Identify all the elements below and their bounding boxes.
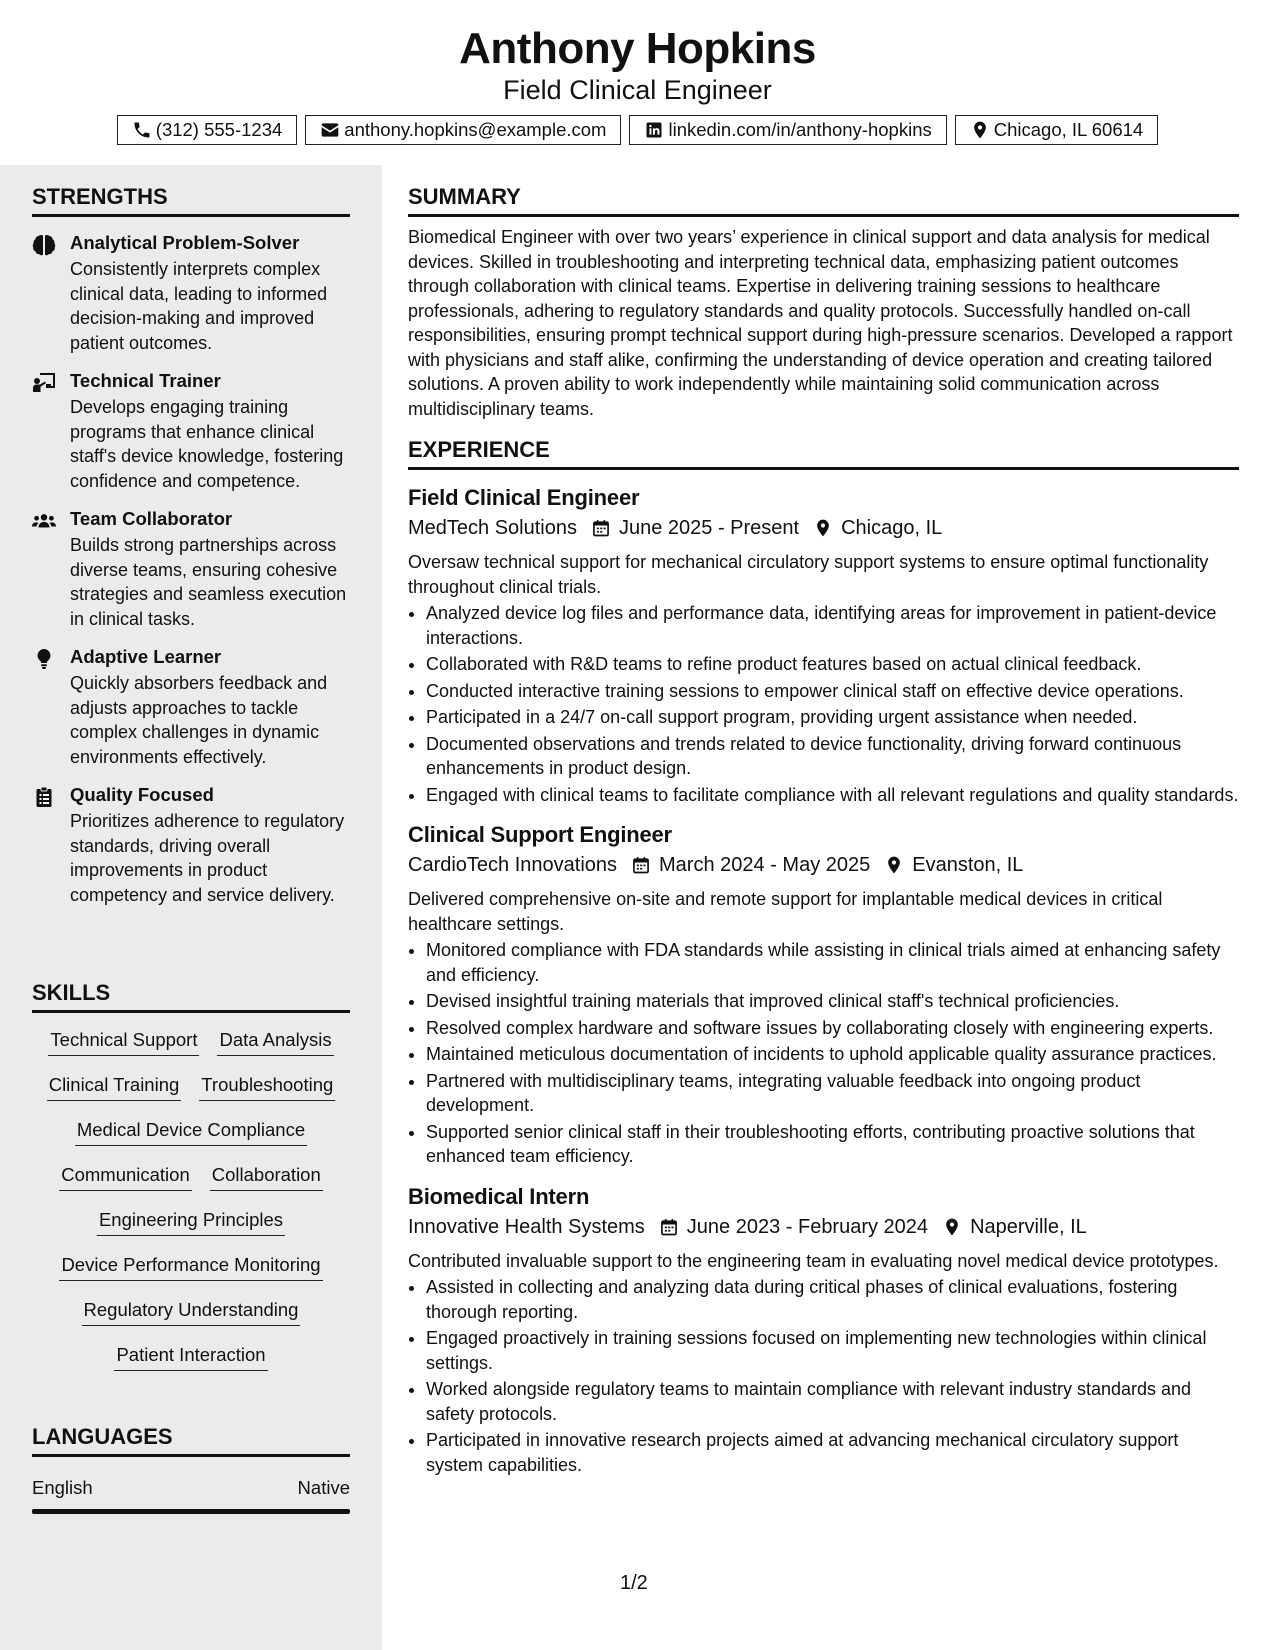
skills-list	[32, 1027, 350, 1387]
map-pin-icon	[928, 1217, 970, 1237]
strength-title: Analytical Problem-Solver	[70, 232, 300, 253]
skills-heading: SKILLS	[32, 978, 350, 1013]
contact-phone-text: (312) 555-1234	[155, 119, 283, 140]
skill-tag: Troubleshooting	[199, 1072, 335, 1101]
strength-desc: Quickly absorbers feedback and adjusts approaches to tackle complex challenges in dynamic environments effectively.	[70, 673, 328, 767]
job-meta	[408, 514, 1239, 542]
job-title: Biomedical Intern	[408, 1183, 590, 1209]
linkedin-icon	[644, 120, 664, 140]
skill-tag: Technical Support	[48, 1027, 199, 1056]
bullet-item: • Engaged with clinical teams to facilitate compliance with all relevant regulations and quality standards.	[426, 783, 1239, 808]
experience-heading: EXPERIENCE	[408, 435, 1239, 470]
languages-heading: LANGUAGES	[32, 1422, 350, 1457]
lightbulb-icon	[32, 645, 70, 769]
calendar-icon	[645, 1217, 687, 1237]
strength-desc: Builds strong partnerships across diverse teams, ensuring cohesive strategies and seamless execution in clinical tasks.	[70, 535, 347, 629]
job-description: Contributed invaluable support to the engineering team in evaluating novel medical device prototypes.	[408, 1250, 1219, 1271]
envelope-icon	[320, 120, 340, 140]
bullet-item: • Maintained meticulous documentation of incidents to uphold applicable quality assurance practices.	[426, 1042, 1239, 1067]
strength-item	[32, 369, 350, 493]
contact-linkedin-text: linkedin.com/in/anthony-hopkins	[668, 119, 932, 140]
bullet-item: • Assisted in collecting and analyzing data during critical phases of clinical evaluations, fostering thorough reporting.	[426, 1275, 1239, 1324]
chalkboard-teacher-icon	[32, 369, 70, 493]
skill-tag: Communication	[59, 1162, 192, 1191]
bullet-item: • Participated in innovative research projects aimed at advancing mechanical circulatory support system capabilities.	[426, 1428, 1239, 1477]
candidate-role: Field Clinical Engineer	[503, 75, 772, 105]
contact-email-text: anthony.hopkins@example.com	[344, 119, 607, 140]
page-number: 1/2	[620, 1572, 648, 1594]
strength-item	[32, 783, 350, 907]
bullet-item: • Resolved complex hardware and software issues by collaborating closely with engineering experts.	[426, 1016, 1239, 1041]
strength-title: Technical Trainer	[70, 370, 221, 391]
job-bullets	[408, 938, 1239, 1169]
job-entry	[408, 821, 1239, 1169]
job-description: Delivered comprehensive on-site and remote support for implantable medical devices in critical healthcare settings.	[408, 889, 1163, 934]
summary-section	[408, 182, 1239, 421]
job-meta	[408, 1213, 1239, 1241]
language-row	[32, 1477, 350, 1499]
job-meta	[408, 851, 1239, 879]
contact-location-text: Chicago, IL 60614	[993, 119, 1144, 140]
job-location: Evanston, IL	[912, 854, 1024, 876]
job-bullets	[408, 1275, 1239, 1477]
map-pin-icon	[799, 518, 841, 538]
language-proficiency-bar	[32, 1509, 350, 1514]
language-level: Native	[297, 1477, 350, 1498]
skill-tag: Clinical Training	[47, 1072, 182, 1101]
map-pin-icon	[870, 855, 912, 875]
map-pin-icon	[970, 120, 990, 140]
strengths-section	[32, 182, 350, 907]
strength-item	[32, 507, 350, 631]
strength-desc: Consistently interprets complex clinical data, leading to informed decision-making and improved patient outcomes.	[70, 259, 328, 353]
main-content	[408, 165, 1239, 1477]
skill-tag: Data Analysis	[217, 1027, 333, 1056]
job-title: Field Clinical Engineer	[408, 485, 640, 510]
strengths-heading: STRENGTHS	[32, 182, 350, 217]
job-bullets	[408, 601, 1239, 807]
language-name: English	[32, 1477, 93, 1498]
bullet-item: • Documented observations and trends related to device functionality, driving forward continuous enhancements in product design.	[426, 732, 1239, 781]
strength-item	[32, 231, 350, 355]
contact-bar	[0, 115, 1275, 145]
bullet-item: • Worked alongside regulatory teams to maintain compliance with relevant industry standards and safety protocols.	[426, 1377, 1239, 1426]
strength-desc: Develops engaging training programs that enhance clinical staff's device knowledge, fostering confidence and competence.	[70, 397, 344, 491]
job-description: Oversaw technical support for mechanical circulatory support systems to ensure optimal functionality throughout clinical trials.	[408, 552, 1209, 597]
languages-section	[32, 1422, 350, 1514]
skill-tag: Device Performance Monitoring	[59, 1252, 322, 1281]
bullet-item: • Partnered with multidisciplinary teams, integrating valuable feedback into ongoing product development.	[426, 1069, 1239, 1118]
company-name: CardioTech Innovations	[408, 854, 618, 876]
company-name: MedTech Solutions	[408, 517, 577, 539]
calendar-icon	[577, 518, 619, 538]
calendar-icon	[617, 855, 659, 875]
bullet-item: • Supported senior clinical staff in their troubleshooting efforts, contributing proactive solutions that enhanced team efficiency.	[426, 1120, 1239, 1169]
skill-tag: Regulatory Understanding	[82, 1297, 301, 1326]
job-title: Clinical Support Engineer	[408, 822, 672, 847]
strength-title: Quality Focused	[70, 784, 214, 805]
job-entry	[408, 484, 1239, 807]
skill-tag: Medical Device Compliance	[75, 1117, 307, 1146]
job-location: Naperville, IL	[970, 1215, 1087, 1238]
clipboard-list-icon	[32, 783, 70, 907]
skills-section	[32, 978, 350, 1387]
contact-linkedin[interactable]	[629, 115, 946, 145]
bullet-item: • Monitored compliance with FDA standards while assisting in clinical trials aimed at enhancing safety and efficiency.	[426, 938, 1239, 987]
bullet-item: • Analyzed device log files and performance data, identifying areas for improvement in patient-device interactions.	[426, 601, 1239, 650]
summary-heading: SUMMARY	[408, 182, 1239, 217]
job-entry	[408, 1183, 1239, 1478]
candidate-name: Anthony Hopkins	[459, 24, 816, 73]
strength-item	[32, 645, 350, 769]
strength-desc: Prioritizes adherence to regulatory standards, driving overall improvements in product competency and service delivery.	[70, 811, 345, 905]
job-location: Chicago, IL	[841, 517, 943, 539]
brain-icon	[32, 231, 70, 355]
sidebar	[0, 165, 382, 1650]
skill-tag: Engineering Principles	[97, 1207, 285, 1236]
skill-tag: Patient Interaction	[114, 1342, 267, 1371]
phone-icon	[132, 120, 152, 140]
users-icon	[32, 507, 70, 631]
skill-tag: Collaboration	[210, 1162, 323, 1191]
bullet-item: • Collaborated with R&D teams to refine product features based on actual clinical feedback.	[426, 652, 1239, 677]
job-dates: June 2025 - Present	[618, 517, 800, 539]
resume-header	[0, 0, 1275, 145]
contact-phone[interactable]	[117, 115, 298, 145]
bullet-item: • Devised insightful training materials that improved clinical staff's technical proficiencies.	[426, 989, 1239, 1014]
strength-title: Team Collaborator	[70, 508, 233, 529]
bullet-item: • Conducted interactive training sessions to empower clinical staff on effective device operations.	[426, 679, 1239, 704]
contact-location	[955, 115, 1158, 145]
experience-section	[408, 435, 1239, 1477]
job-dates: March 2024 - May 2025	[659, 854, 871, 876]
bullet-item: • Engaged proactively in training sessions focused on implementing new technologies within clinical settings.	[426, 1326, 1239, 1375]
job-dates: June 2023 - February 2024	[686, 1215, 929, 1238]
strength-title: Adaptive Learner	[70, 646, 222, 667]
summary-text: Biomedical Engineer with over two years’ experience in clinical support and data analysis for medical devices. Skilled in troubleshooting and interpreting technical data, emphasizing patient outcomes through collaboration with clinical teams. Expertise in delivering training sessions to healthcare professionals, adhering to regulatory standards and quality protocols. Successfully handled on-call responsibilities, ensuring prompt technical support during high-pressure scenarios. Developed a rapport with physicians and staff alike, confirming the understanding of device operation and creating tailored solutions. A proven ability to work independently while maintaining solid communication across multidisciplinary teams.	[408, 227, 1233, 419]
contact-email[interactable]	[305, 115, 621, 145]
bullet-item: • Participated in a 24/7 on-call support program, providing urgent assistance when needed.	[426, 705, 1239, 730]
company-name: Innovative Health Systems	[408, 1215, 645, 1238]
